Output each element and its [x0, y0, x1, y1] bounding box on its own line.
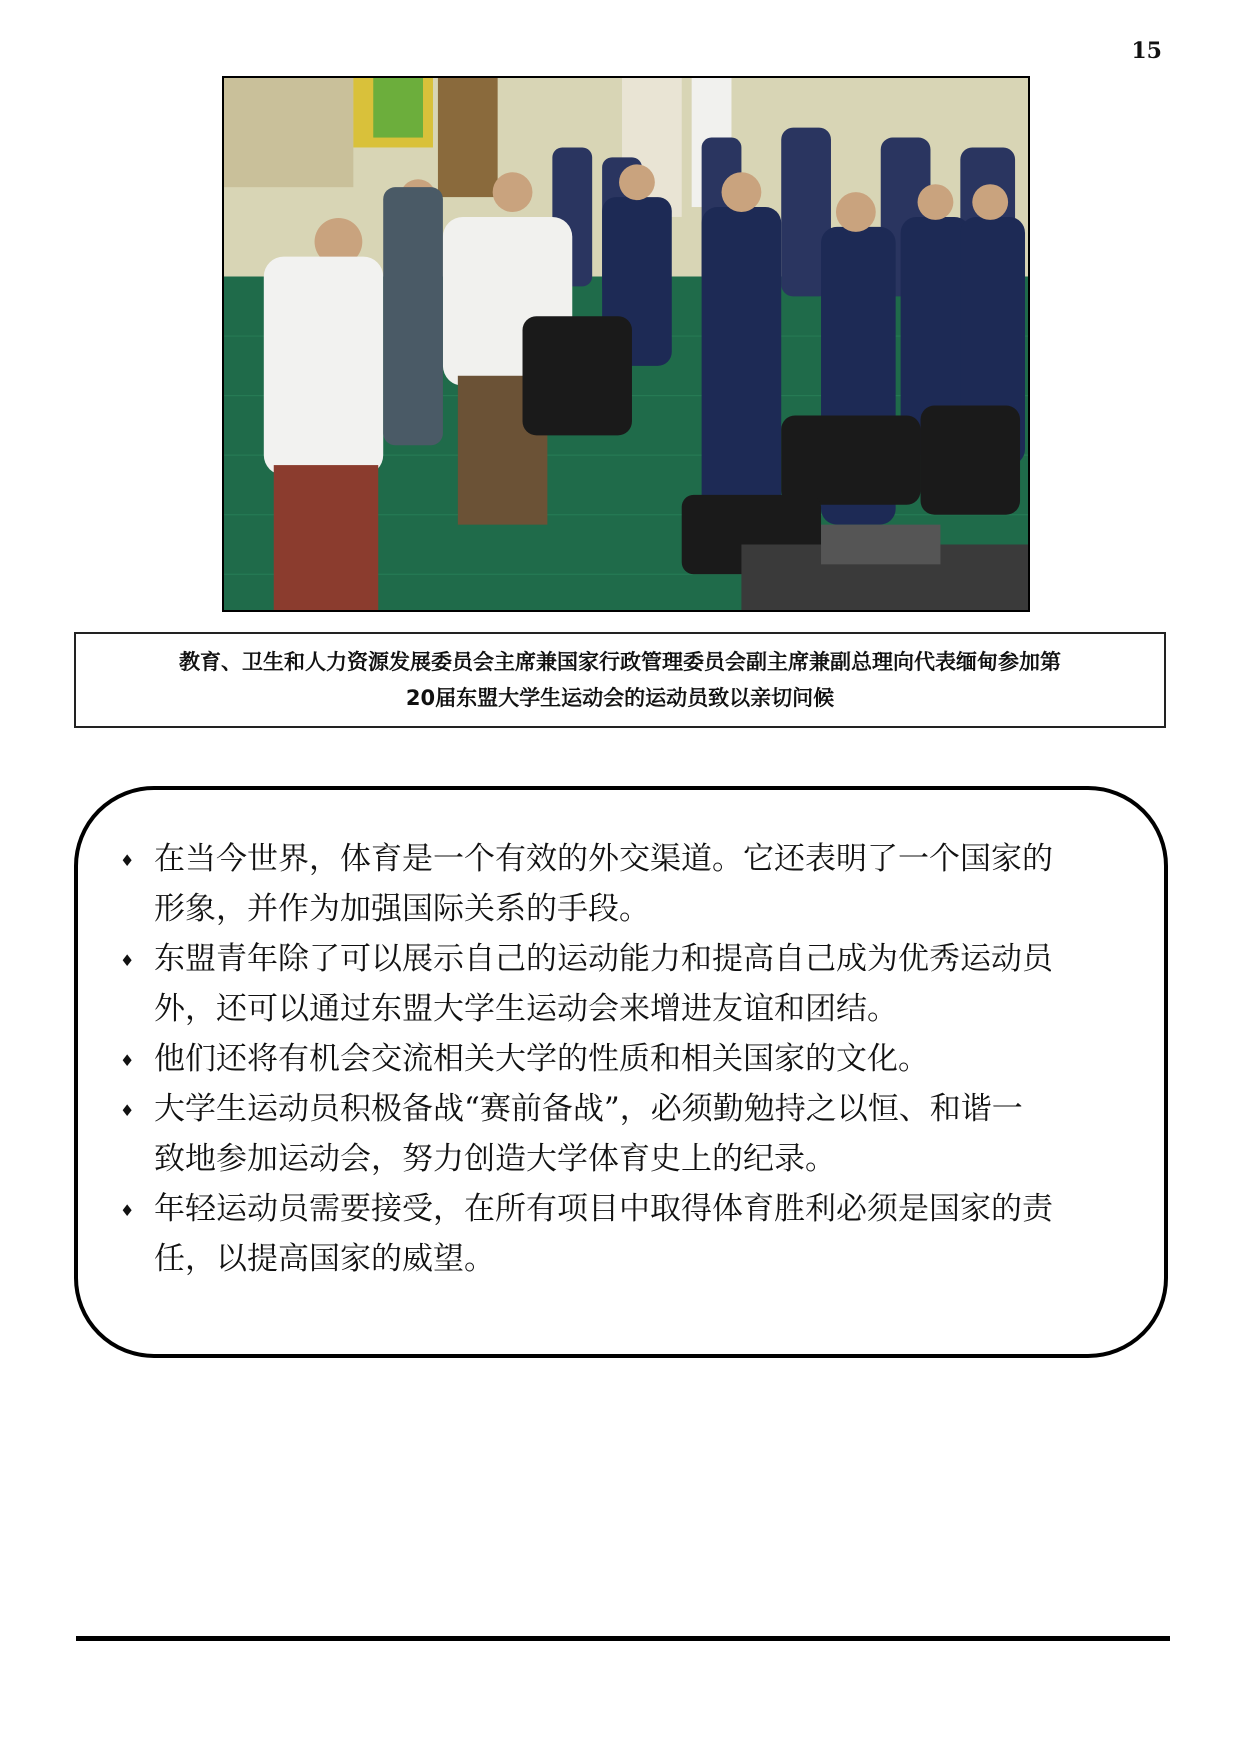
caption-line: 20届东盟大学生运动会的运动员致以亲切问候: [405, 686, 835, 710]
bullet-item: [114, 1084, 1128, 1184]
bullet-line: 外，还可以通过东盟大学生运动会来增进友谊和团结。: [154, 991, 898, 1027]
bullet-line: 任，以提高国家的威望。: [154, 1241, 495, 1277]
bullet-line: 致地参加运动会，努力创造大学体育史上的纪录。: [154, 1141, 836, 1177]
photo-illustration: [224, 78, 1028, 610]
bullet-item: [114, 934, 1128, 1034]
photo-caption: [74, 632, 1166, 728]
bullet-line: 在当今世界，体育是一个有效的外交渠道。它还表明了一个国家的: [154, 841, 1053, 877]
bullet-item: [114, 1184, 1128, 1284]
diamond-bullet-icon: ♦: [120, 851, 135, 870]
bullet-item: [114, 834, 1128, 934]
page-number: 15: [1131, 38, 1162, 64]
bullet-line: 他们还将有机会交流相关大学的性质和相关国家的文化。: [154, 1041, 929, 1077]
bullet-item: [114, 1034, 1128, 1084]
diamond-bullet-icon: ♦: [120, 1051, 135, 1070]
diamond-bullet-icon: ♦: [120, 1201, 135, 1220]
bullet-line: 形象，并作为加强国际关系的手段。: [154, 891, 650, 927]
event-photo: [222, 76, 1030, 612]
diamond-bullet-icon: ♦: [120, 951, 135, 970]
bullet-line: 大学生运动员积极备战“赛前备战”，必须勤勉持之以恒、和谐一: [154, 1091, 1023, 1127]
footer-rule: [76, 1636, 1170, 1641]
bullet-line: 东盟青年除了可以展示自己的运动能力和提高自己成为优秀运动员: [154, 941, 1053, 977]
bullet-list: [114, 834, 1128, 1284]
bullet-line: 年轻运动员需要接受，在所有项目中取得体育胜利必须是国家的责: [154, 1191, 1053, 1227]
caption-line: 教育、卫生和人力资源发展委员会主席兼国家行政管理委员会副主席兼副总理向代表缅甸参加第: [179, 650, 1061, 674]
key-points-box: [74, 786, 1168, 1358]
diamond-bullet-icon: ♦: [120, 1101, 135, 1120]
